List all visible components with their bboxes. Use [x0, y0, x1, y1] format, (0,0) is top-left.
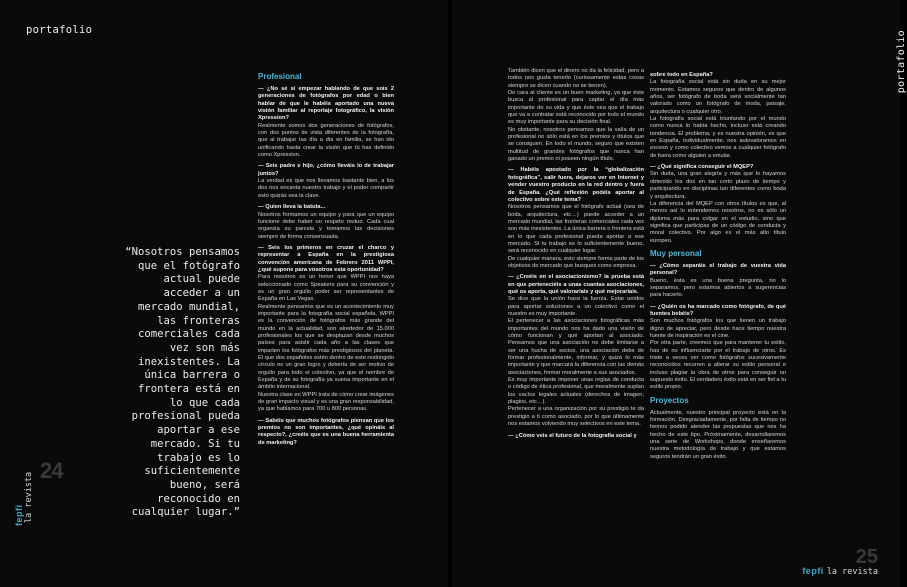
brand-vertical: [14, 472, 34, 526]
interview-answer: El pertenecer a las asociaciones fotográficas más importantes del mundo nos ha dado una visión de cómo funcionan y qué aportan al asociado. Pensamos que una asociación no debe limitarse a ser una hucha de socios, una asociación debe de formar profesionalmente, informar, y quizá lo más importante y que marcará la diferencia con las demás asociaciones, formar moralmente a sus asociados.: [508, 318, 644, 376]
interview-answer: Pertenecer a una organización por su prestigio te da prestigio a ti como asociado, por lo que últimamente nos estamos volviendo muy selectivos en este tema.: [508, 406, 644, 428]
interview-question: — ¿No sé si empezar hablando de que sois 2 generaciones de fotógrafos por edad o bien hablar de que le habéis aportado una nueva visión familiar al reportaje fotográfico, la visión Xpression?: [258, 86, 394, 122]
interview-answer: Para nosotros es un honor que WPPI nos haya seleccionado como Speakers para su convención y es un gran orgullo poder ser representantes de España en Las Vegas.: [258, 274, 394, 303]
interview-answer: La fotografía social está triunfando por el mundo como nunca lo había hecho, incluso está creando tendencia. El problema, y es nuestra opinión, es que en España, individualmente, nos autovaloramos en exceso y como colectivo vemos a cualquier fotógrafo de fuera como alguien a emular.: [650, 116, 786, 159]
interview-question: — Quien lleva la batuta...: [258, 204, 326, 211]
interview-answer: Sin duda, una gran alegría y más que lo hayamos obtenido los dos en tan corto plazo de tiempo y participando en disciplinas tan diferentes como boda y arquitectura.: [650, 171, 786, 200]
interview-question: — Seis los primeros en cruzar el charco y representar a España en la prestigiosa convención americana de Febrero 2011 WPPI, ¿qué supone para vosotros esta oportunidad?: [258, 244, 394, 273]
brand-name: la revista: [24, 471, 34, 523]
interview-answer: Se dice que la unión hace la fuerza. Estar unidos para aportar soluciones a un colectivo como el nuestro es muy importante.: [508, 296, 644, 317]
interview-question: — ¿Creéis en el asociacionismo? la prueba está en que perteneciéis a unas cuantas asociaciones, qué os aporta, qué valoraríais y qué mejoraríais.: [508, 274, 644, 295]
interview-answer: Bueno, ésta es una buena pregunta, no lo separamos, pero estamos abiertos a sugerencias para hacerlo.: [650, 277, 786, 299]
article-column-3: [650, 68, 786, 461]
interview-question: — ¿Qué significa conseguir el MQEP?: [650, 164, 754, 171]
column-blocks: [508, 68, 644, 440]
pull-quote: “Nosotros pensamos que el fotógrafo actual puede acceder a un mercado mundial, las fronteras comerciales cada vez son más inexistentes. La única barrera o frontera está en lo que cada profesional pueda aportar a ese mercado. Si tu trabajo es lo suficientemente bueno, será reconocido en cualquier lugar.”: [125, 246, 240, 519]
interview-answer: Por otra parte, creemos que para mantener tu estilo, has de no influenciarte por el trabajo de otros. Es triste a veces ver como fotógrafos sucesivamente reconocidos recurren a alterar su estilo personal e incluso plagiar la obra de otros para conseguir un supuesto éxito. El verdadero éxito está en ser fiel a tu estilo propio.: [650, 340, 786, 391]
interview-answer: La verdad es que nos llevamos bastante bien, a los dos nos encanta nuestro trabajo y el poder compartir esto quizás sea la clave.: [258, 178, 394, 199]
section-label-right: portafolio: [896, 30, 907, 94]
brand-name: la revista: [826, 567, 878, 577]
interview-answer: La fotografía social está sin duda en su mejor momento. Estamos seguros que dentro de algunos años, ser fotógrafo de boda será socialmente tan valorado como un fotógrafo de moda, paisaje, arquitectura o cualquier otro.: [650, 79, 786, 115]
brand-logo: fepfi: [14, 504, 24, 526]
section-heading: Muy personal: [650, 248, 702, 258]
interview-answer: Son muchos fotógrafos los que tienen un trabajo digno de apreciar, pero desde hace tiempo nuestra fuente de inspiración es el cine.: [650, 318, 786, 339]
section-heading: Proyectos: [650, 395, 689, 405]
interview-question: — Seis padre e hijo, ¿cómo lleváis lo de trabajar juntos?: [258, 163, 394, 177]
page-number-right: 25: [855, 546, 878, 568]
interview-answer: Realmente pensamos que es un acontecimiento muy importante para la fotografía social española, WPPI es la convención de fotógrafos más grande del mundo en la actualidad, son alrededor de 15.000 profesionales los que se desplazan desde muchos países para asistir cada año a las clases que imparten los fotógrafos más prestigiosos del planeta. El que dos españoles estén dentro de este restringido círculo es un gran logro y debería de ser motivo de orgullo para todo el colectivo, ya que el nombre de España y de su fotografía ya suena importante en el ámbito internacional.: [258, 303, 394, 391]
column-blocks: [258, 86, 394, 447]
interview-question: — ¿Quién os ha marcado como fotógrafo, de qué fuentes bebéis?: [650, 303, 786, 317]
article-column-1: [258, 68, 394, 447]
brand-row: [802, 566, 878, 577]
brand-logo: fepfi: [802, 566, 824, 576]
folio-right: [802, 548, 878, 577]
column-blocks: [650, 72, 786, 461]
interview-question: — Habéis apostado por la “globalización fotográfica”, salir fuera, dejaros ver en Internet y vender vuestro producto en la red dentro y fuera de España. ¿Qué reflexión podéis aportar al colectivo sobre este tema?: [508, 167, 644, 203]
interview-answer: Es muy importante imponer unas reglas de conducta o código de ética profesional, que moralmente suplan los vacíos legales actuales (derechos de imagen, plagios, etc…).: [508, 377, 644, 406]
interview-answer: Realmente somos dos generaciones de fotógrafos, con dos puntos de vista diferentes de la fotografía, que al trabajar tas día a día en familia, se han ido unificando hasta crear la visión que tú has definido como Xpression.: [258, 122, 394, 159]
interview-answer: No obstante, nosotros pensamos que la valía de un profesional no sólo está en los premios y títulos que se consiguen. En todo el mundo, seguro que existen multitud de grandes fotógrafos que nunca han ganado un premio ni poseen ningún título.: [508, 126, 644, 163]
interview-answer: También dicen que el dinero no da la felicidad, pero a todos nos gusta tenerlo (curiosamente estas cosas siempre se dicen cuando no se tienen).: [508, 68, 644, 89]
page-number-left: 24: [40, 458, 63, 483]
section-heading-profesional: Profesional: [258, 72, 302, 81]
interview-answer: Nuestra clase en WPPI trata de cómo crear imágenes de gran impacto visual y es una gran responsabilidad, ya que hablamos para 700 u 800 personas.: [258, 391, 394, 413]
left-page: [0, 0, 448, 587]
interview-answer: Nosotros formamos un equipo y para que un equipo funcione debe haber un respeto mutuo. Cada cual organiza su parcela y tomamos las decisiones siempre de forma consensuada.: [258, 211, 394, 240]
interview-answer: Nosotros pensamos que el fotógrafo actual (sea de boda, arquitectura, etc…) puede acceder a un mercado mundial, las fronteras comerciales cada vez son más inexistentes. La única barrera o frontera está en lo que cada profesional pueda aportar a ese mercado. Si tu trabajo es lo suficientemente bueno, será reconocido en cualquier lugar.: [508, 204, 644, 255]
interview-question: sobre todo en España?: [650, 72, 713, 78]
interview-answer: Actualmente, nuestro principal proyecto está en la formación. Desgraciadamente, por falta de tiempo no hemos podido atender las propuestas que nos ha hecho de este tipo. Próximamente, desarrollaremos una serie de Workshops, donde enseñaremos nuestra metodología de trabajo y que estamos seguros tendrán un gran éxito.: [650, 409, 786, 460]
interview-question: — ¿Cómo separáis el trabajo de vuestra vida personal?: [650, 262, 786, 277]
section-label-left: portafolio: [26, 24, 93, 36]
interview-answer: La diferencia del MQEP con otros títulos es que, al menos así lo entendemos nosotros, no es sólo un diploma más para colgar en el estudio, sino que significa que participas de un código de conducta y moral colectivo. Por algo es el más alto título europeo.: [650, 200, 786, 244]
interview-question: — Sabéis que muchos fotógrafos piensan que los premios no son importantes, ¿qué opináis al respecto?, ¿creéis que es una buena herramienta de marketing?: [258, 417, 394, 446]
interview-answer: De cara al cliente es un buen marketing, ya que éste busca al profesional para captar el día más importante de su vida y que éste vea que el trabajo que va a contratar está reconocido por todo el mundo es muy importante para su decisión final.: [508, 90, 644, 126]
article-column-2: [508, 68, 644, 440]
interview-question: — ¿Cómo veis el futuro de la fotografía social y: [508, 432, 637, 439]
interview-answer: De cualquier manera, esto siempre forma parte de los objetivos de mercado que busques como empresa.: [508, 255, 644, 269]
